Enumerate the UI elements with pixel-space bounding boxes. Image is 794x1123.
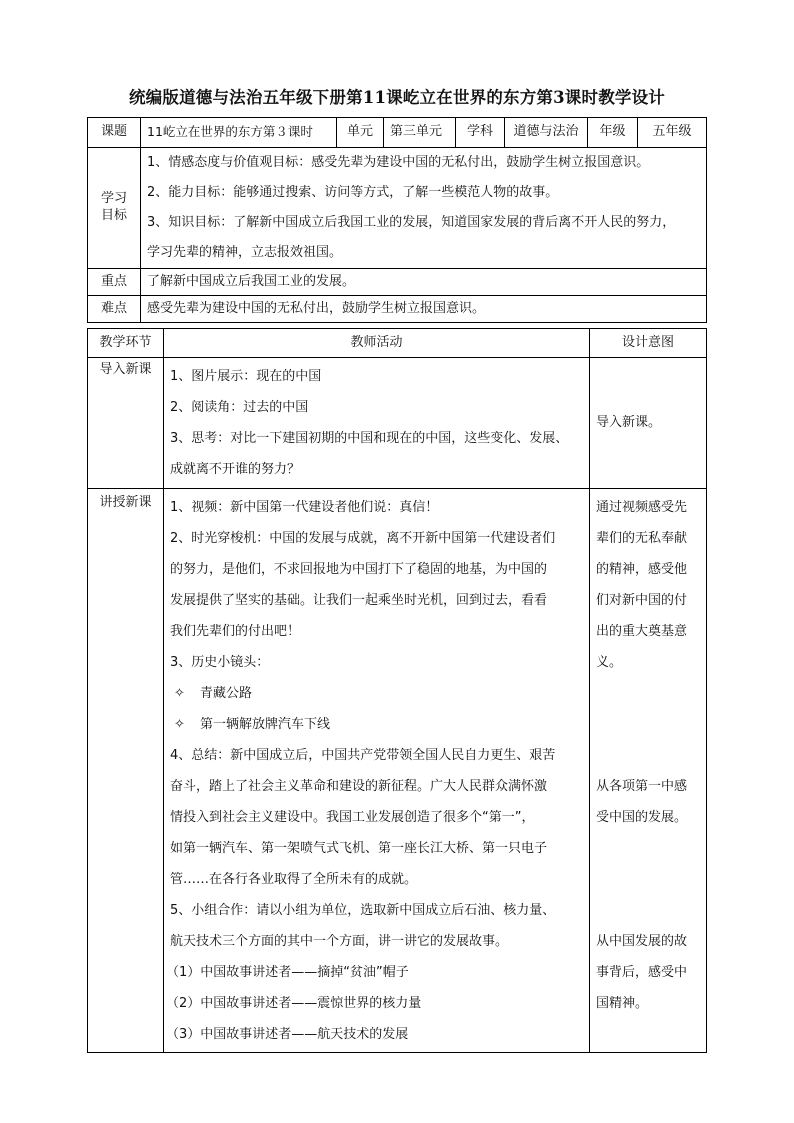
activity-line: 成就离不开谁的努力？ [170, 462, 301, 477]
difficulty-row [88, 296, 707, 323]
lecture-stage: 讲授新课 [88, 489, 164, 1053]
difficulty-value: 感受先辈为建设中国的无私付出，鼓励学生树立报国意识。 [141, 296, 707, 323]
bullet-text: 第一辆解放牌汽车下线 [200, 717, 331, 732]
diamond-bullet-icon: ✧ [174, 717, 185, 732]
activity-line: 发展提供了坚实的基础。让我们一起乘坐时光机，回到过去，看看 [170, 593, 548, 608]
intent-line: 受中国的发展。 [596, 810, 688, 825]
activity-line: （2）中国故事讲述者——震惊世界的核力量 [166, 996, 422, 1011]
grade-label: 年级 [588, 118, 638, 148]
unit-label: 单元 [337, 118, 384, 148]
intent-line: 从各项第一中感 [596, 779, 688, 794]
subject-value: 道德与法治 [505, 118, 588, 148]
activity-line: 5、小组合作：请以小组为单位，选取新中国成立后石油、核力量、 [170, 903, 556, 918]
activity-line: 3、历史小镜头： [170, 655, 270, 670]
intent-line: 从中国发展的故 [596, 934, 688, 949]
activity-line: （3）中国故事讲述者——航天技术的发展 [166, 1027, 409, 1042]
column-header-row [88, 329, 707, 358]
intent-line: 义。 [596, 655, 623, 670]
key-point-value: 了解新中国成立后我国工业的发展。 [141, 269, 707, 296]
intent-line: 事背后，感受中 [596, 965, 688, 980]
key-point-label: 重点 [88, 269, 141, 296]
goals-row [88, 148, 707, 269]
activity-line: 3、思考：对比一下建国初期的中国和现在的中国，这些变化、发展、 [170, 431, 569, 446]
intent-line: 辈们的无私奉献 [596, 531, 688, 546]
goal-line: 3、知识目标：了解新中国成立后我国工业的发展，知道国家发展的背后离不开人民的努力， [147, 215, 676, 230]
intro-row [88, 358, 707, 489]
topic-label: 课题 [88, 118, 141, 148]
intro-activity [164, 358, 590, 489]
grade-value: 五年级 [638, 118, 707, 148]
bullet-item [164, 709, 589, 740]
bullet-text: 青藏公路 [200, 686, 253, 701]
unit-value: 第三单元 [384, 118, 456, 148]
goal-line: 2、能力目标：能够通过搜索、访问等方式，了解一些模范人物的故事。 [147, 185, 559, 200]
intent-line: 的精神，感受他 [596, 562, 688, 577]
topic-row [88, 118, 707, 148]
activity-line: 4、总结：新中国成立后，中国共产党带领全国人民自力更生、艰苦 [170, 748, 556, 763]
key-point-row [88, 269, 707, 296]
difficulty-label: 难点 [88, 296, 141, 323]
activity-line: 情投入到社会主义建设中。我国工业发展创造了很多个“第一”， [170, 810, 535, 825]
teaching-process-table [87, 328, 707, 1053]
activity-line: 管……在各行各业取得了全所未有的成就。 [170, 872, 418, 887]
goal-line: 1、情感态度与价值观目标：感受先辈为建设中国的无私付出，鼓励学生树立报国意识。 [147, 155, 650, 170]
activity-line: 我们先辈们的付出吧！ [170, 624, 301, 639]
activity-line: 如第一辆汽车、第一架喷气式飞机、第一座长江大桥、第一只电子 [170, 841, 548, 856]
goals-label-line1: 学习 [100, 191, 127, 207]
activity-line: （1）中国故事讲述者——摘掉“贫油”帽子 [166, 965, 409, 980]
goals-label [88, 148, 141, 269]
lecture-row [88, 489, 707, 1053]
activity-header: 教师活动 [164, 329, 590, 358]
intent-line: 们对新中国的付 [596, 593, 688, 608]
stage-header: 教学环节 [88, 329, 164, 358]
goals-content [141, 148, 707, 269]
topic-value: 11屹立在世界的东方第３课时 [141, 118, 337, 148]
lesson-info-table [87, 117, 707, 323]
lecture-intent [590, 489, 707, 1053]
activity-line: 2、阅读角：过去的中国 [170, 400, 309, 415]
intent-line: 通过视频感受先 [596, 500, 688, 515]
intro-stage: 导入新课 [88, 358, 164, 489]
subject-label: 学科 [456, 118, 505, 148]
intent-header: 设计意图 [590, 329, 707, 358]
lecture-activity [164, 489, 590, 1053]
intent-line: 出的重大奠基意 [596, 624, 688, 639]
activity-line: 1、图片展示：现在的中国 [170, 369, 322, 384]
document-title: 统编版道德与法治五年级下册第11课屹立在世界的东方第3课时教学设计 [128, 88, 666, 107]
activity-line: 的努力，是他们，不求回报地为中国打下了稳固的地基，为中国的 [170, 562, 548, 577]
intro-intent: 导入新课。 [590, 358, 707, 489]
diamond-bullet-icon: ✧ [174, 686, 185, 701]
activity-line: 2、时光穿梭机：中国的发展与成就，离不开新中国第一代建设者们 [170, 531, 556, 546]
activity-line: 奋斗，踏上了社会主义革命和建设的新征程。广大人民群众满怀激 [170, 779, 548, 794]
intent-line: 国精神。 [596, 996, 649, 1011]
activity-line: 1、视频：新中国第一代建设者他们说：真信！ [170, 500, 439, 515]
activity-line: 航天技术三个方面的其中一个方面，讲一讲它的发展故事。 [170, 934, 509, 949]
bullet-item [164, 678, 589, 709]
goals-label-line2: 目标 [100, 208, 127, 223]
goal-line: 学习先辈的精神，立志报效祖国。 [147, 245, 343, 260]
